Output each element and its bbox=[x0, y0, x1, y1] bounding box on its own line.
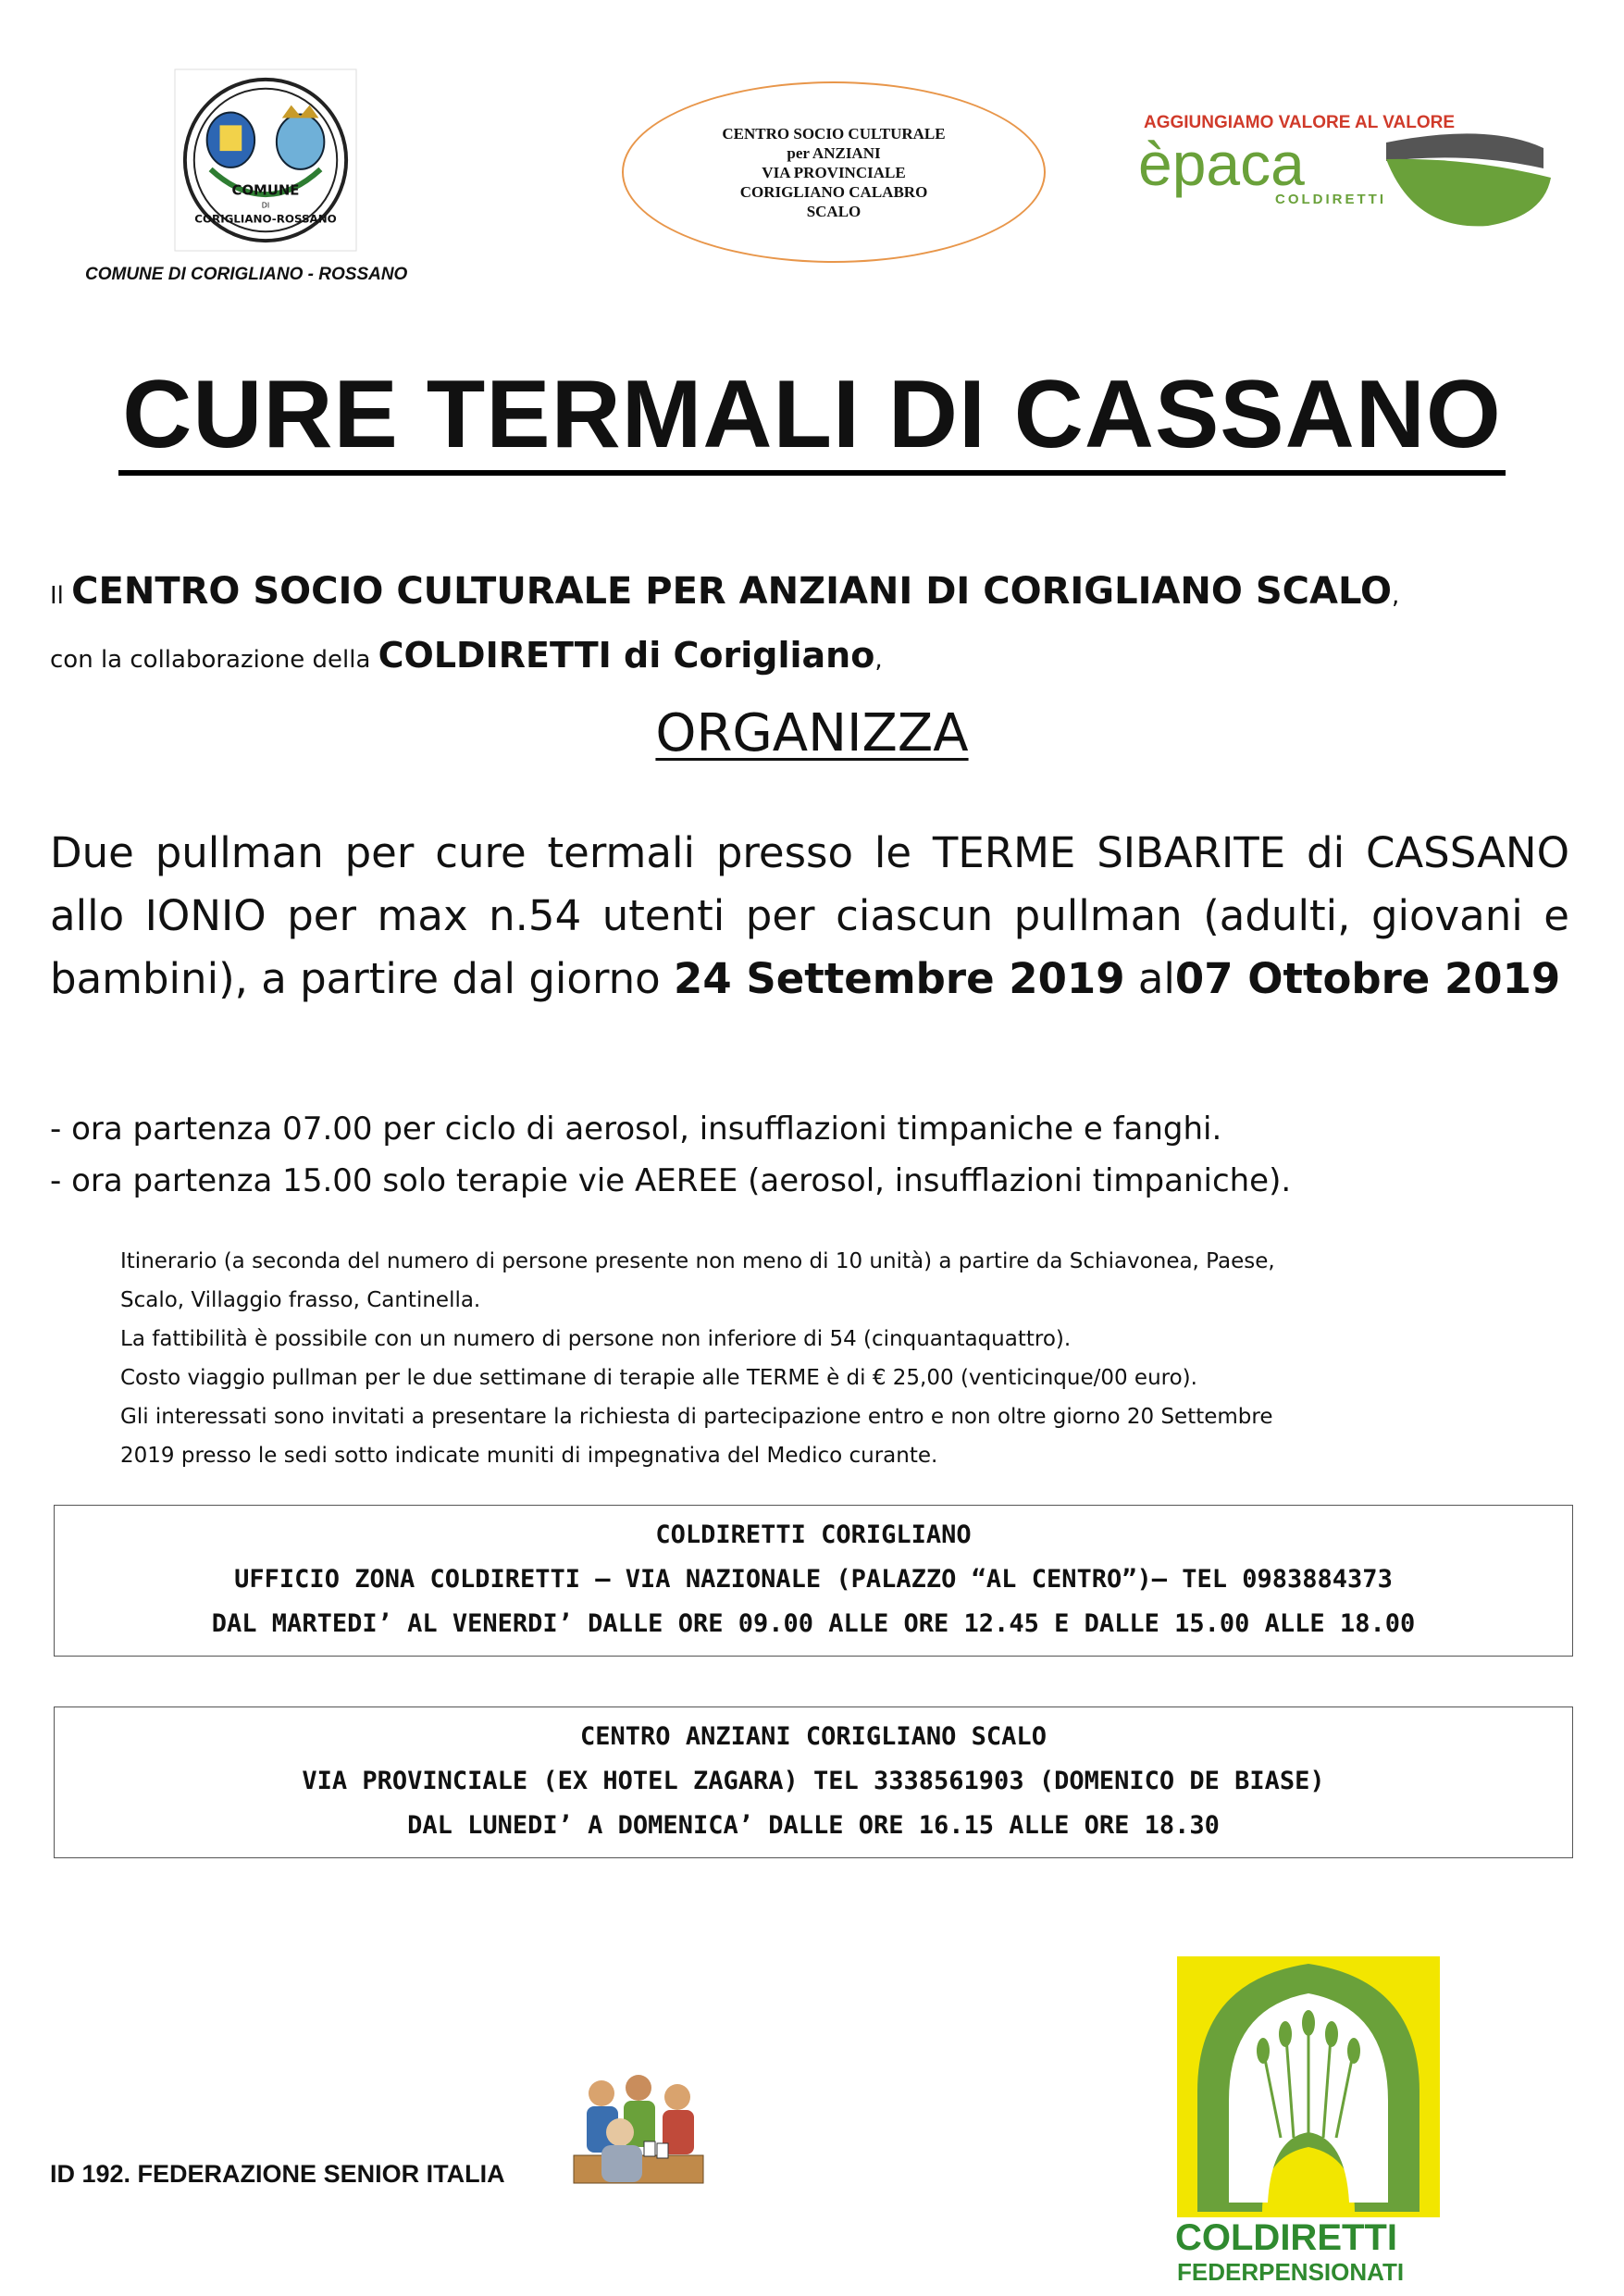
oval-line: VIA PROVINCIALE bbox=[762, 163, 906, 181]
schedule-afternoon: - ora partenza 15.00 solo terapie vie AEREE (aerosol, insufflazioni timpaniche). bbox=[50, 1162, 1292, 1199]
note-line: La fattibilità è possibile con un numero di persone non inferiore di 54 (cinquantaquattro). bbox=[120, 1327, 1072, 1351]
svg-text:AGGIUNGIAMO VALORE AL VALORE: AGGIUNGIAMO VALORE AL VALORE bbox=[1144, 113, 1456, 132]
intro-comma: , bbox=[1392, 582, 1400, 610]
centro-anziani-contact-box bbox=[54, 1706, 1573, 1858]
page-title bbox=[56, 359, 1568, 470]
oval-line: CENTRO SOCIO CULTURALE bbox=[722, 124, 946, 143]
note-line: Scalo, Villaggio frasso, Cantinella. bbox=[120, 1288, 481, 1312]
comune-corigliano-rossano-logo bbox=[174, 68, 357, 252]
organizza-text: ORGANIZZA bbox=[655, 703, 969, 763]
note-line: 2019 presso le sedi sotto indicate muniti di impegnativa del Medico curante. bbox=[120, 1444, 938, 1468]
oval-line: per ANZIANI bbox=[787, 143, 881, 162]
schedule-morning: - ora partenza 07.00 per ciclo di aerosol, insufflazioni timpaniche e fanghi. bbox=[50, 1111, 1222, 1148]
svg-text:CORIGLIANO-ROSSANO: CORIGLIANO-ROSSANO bbox=[194, 212, 337, 226]
intro-comma: , bbox=[874, 646, 883, 674]
main-announcement bbox=[50, 822, 1569, 1011]
notes-block bbox=[120, 1242, 1527, 1475]
epaca-coldiretti-logo bbox=[1136, 104, 1553, 233]
collaborator-name: COLDIRETTI di Corigliano bbox=[378, 635, 875, 676]
oval-line: CORIGLIANO CALABRO bbox=[739, 182, 928, 201]
box-title: CENTRO ANZIANI CORIGLIANO SCALO bbox=[580, 1722, 1047, 1751]
organizer-name: CENTRO SOCIO CULTURALE PER ANZIANI DI CORIGLIANO SCALO bbox=[71, 570, 1393, 613]
note-line: Itinerario (a seconda del numero di persone presente non meno di 10 unità) a partire da Schiavonea, Paese, bbox=[120, 1249, 1275, 1273]
svg-text:DI: DI bbox=[261, 201, 270, 210]
end-date: 07 Ottobre 2019 bbox=[1174, 954, 1561, 1003]
svg-text:èpaca: èpaca bbox=[1138, 130, 1305, 198]
date-connector: al bbox=[1137, 954, 1175, 1003]
intro-line-1 bbox=[50, 570, 1577, 613]
svg-text:COLDIRETTI: COLDIRETTI bbox=[1275, 192, 1386, 207]
coldiretti-contact-box bbox=[54, 1505, 1573, 1657]
box-address: UFFICIO ZONA COLDIRETTI – VIA NAZIONALE (PALAZZO “AL CENTRO”)– TEL 0983884373 bbox=[234, 1565, 1393, 1594]
intro-prefix: con la collaborazione della bbox=[50, 646, 371, 674]
box-address: VIA PROVINCIALE (EX HOTEL ZAGARA) TEL 3338561903 (DOMENICO DE BIASE) bbox=[302, 1767, 1325, 1795]
federpensionati-wordmark: FEDERPENSIONATI bbox=[1177, 2258, 1405, 2286]
organizza-heading bbox=[0, 703, 1624, 763]
comune-caption: COMUNE DI CORIGLIANO - ROSSANO bbox=[85, 265, 408, 284]
note-line: Gli interessati sono invitati a presentare la richiesta di partecipazione entro e non oltre giorno 20 Settembre bbox=[120, 1405, 1273, 1429]
oval-line: SCALO bbox=[806, 202, 862, 220]
box-hours: DAL MARTEDI’ AL VENERDI’ DALLE ORE 09.00 ALLE ORE 12.45 E DALLE 15.00 ALLE 18.00 bbox=[211, 1609, 1416, 1638]
box-hours: DAL LUNEDI’ A DOMENICA’ DALLE ORE 16.15 ALLE ORE 18.30 bbox=[407, 1811, 1220, 1840]
svg-text:COMUNE: COMUNE bbox=[231, 181, 300, 199]
intro-prefix: Il bbox=[50, 582, 64, 610]
coldiretti-federpensionati-logo bbox=[1173, 1953, 1444, 2221]
note-line: Costo viaggio pullman per le due settimane di terapie alle TERME è di € 25,00 (venticinque/00 euro). bbox=[120, 1366, 1197, 1390]
box-title: COLDIRETTI CORIGLIANO bbox=[655, 1520, 972, 1549]
start-date: 24 Settembre 2019 bbox=[674, 954, 1125, 1003]
coldiretti-wordmark: COLDIRETTI bbox=[1175, 2217, 1397, 2258]
page-title-text: CURE TERMALI DI CASSANO bbox=[118, 361, 1506, 476]
intro-line-2 bbox=[50, 635, 1577, 676]
announcement-body: Due pullman per cure termali presso le TERME SIBARITE di CASSANO allo IONIO per max n.54 utenti per ciascun pullman (adulti, giovani e bambini), a partire dal giorno bbox=[50, 828, 1569, 1003]
centro-socio-culturale-oval bbox=[622, 81, 1046, 263]
seniors-playing-cards-illustration bbox=[564, 2067, 713, 2192]
federazione-id: ID 192. FEDERAZIONE SENIOR ITALIA bbox=[50, 2160, 505, 2188]
